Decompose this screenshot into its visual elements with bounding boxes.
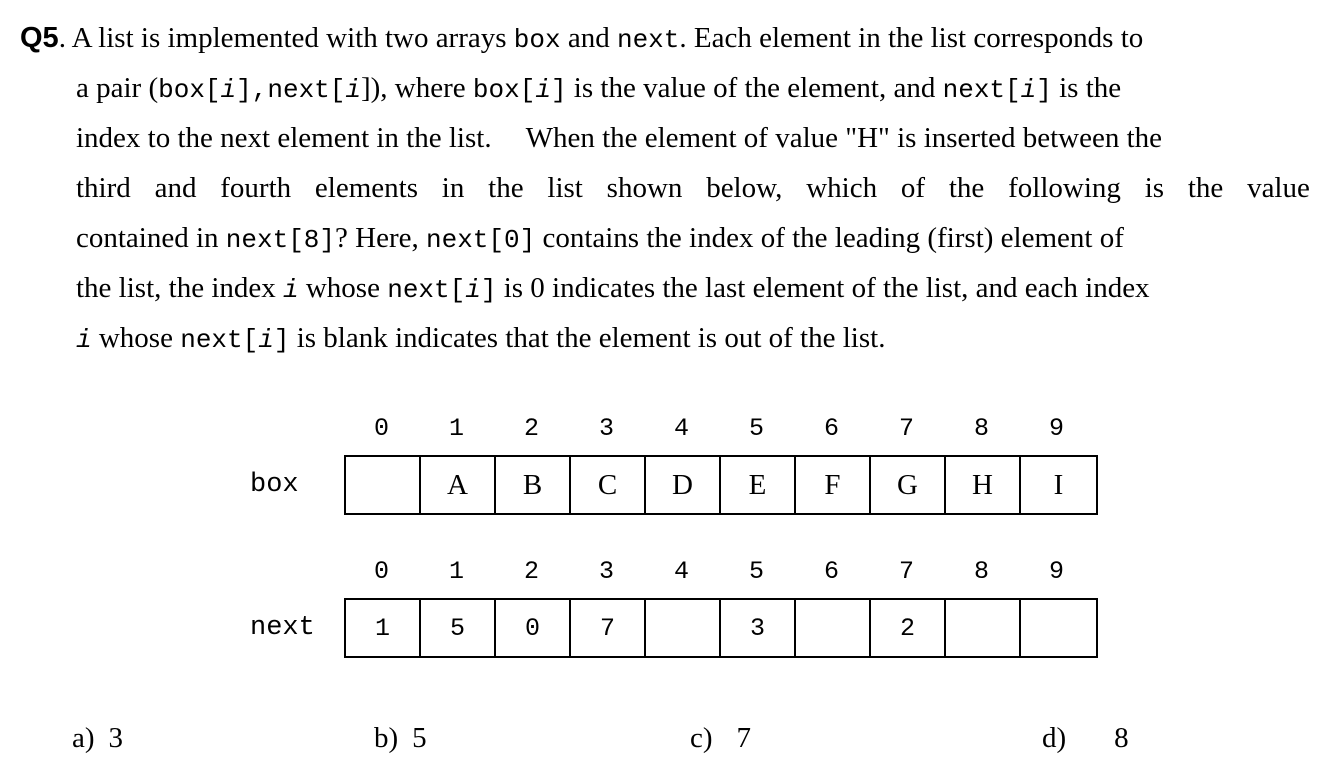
box-cell: G: [871, 457, 946, 513]
question-number: Q5: [20, 22, 59, 54]
box-index: 4: [673, 414, 689, 443]
box-cell: H: [946, 457, 1021, 513]
next-cell: [1021, 600, 1096, 656]
box-array-label: box: [250, 470, 299, 500]
box-index: 1: [448, 414, 464, 443]
next-index-row: [344, 557, 1094, 586]
box-index-row: [344, 414, 1094, 443]
question-line-5: contained in next[8]? Here, next[0] contains the index of the leading (first) element of: [76, 222, 1124, 255]
box-index: 8: [973, 414, 989, 443]
next-index: 6: [823, 557, 839, 586]
box-index: 0: [373, 414, 389, 443]
question-line-3: index to the next element in the list. When the element of value "H" is inserted between the: [76, 122, 1163, 154]
box-index: 6: [823, 414, 839, 443]
box-cell: I: [1053, 468, 1064, 501]
box-cell: E: [721, 457, 796, 513]
box-cell: C: [571, 457, 646, 513]
next-index: 3: [598, 557, 614, 586]
code-next: next: [616, 25, 680, 55]
next-index: 1: [448, 557, 464, 586]
box-cell: D: [646, 457, 721, 513]
next-array-label: next: [250, 613, 315, 643]
next-cell: 5: [421, 600, 496, 656]
next-cell: [946, 600, 1021, 656]
option-b[interactable]: b) 5: [374, 722, 427, 754]
next-index: 0: [373, 557, 389, 586]
question-line-6: the list, the index i whose next[i] is 0 indicates the last element of the list, and each index: [76, 272, 1150, 305]
next-cell: 7: [571, 600, 646, 656]
option-a[interactable]: a) 3: [72, 722, 124, 754]
next-cell: 3: [721, 600, 796, 656]
box-cell: [346, 457, 421, 513]
question-text: [20, 13, 1310, 363]
box-index: 5: [748, 414, 764, 443]
next-index: 4: [673, 557, 689, 586]
box-index: 9: [1048, 414, 1064, 443]
question-line-1: Q5. A list is implemented with two arrays box and next. Each element in the list corresponds to: [20, 22, 1144, 55]
next-index: 5: [748, 557, 764, 586]
option-d[interactable]: d) 8: [1042, 722, 1129, 754]
next-index: 9: [1048, 557, 1064, 586]
next-cell: 1: [346, 600, 421, 656]
box-cell: F: [796, 457, 871, 513]
code-box: box: [513, 25, 561, 55]
next-index: 2: [523, 557, 539, 586]
next-index: 8: [973, 557, 989, 586]
next-cell: 2: [871, 600, 946, 656]
box-index: 3: [598, 414, 614, 443]
question-line-7: i whose next[i] is blank indicates that the element is out of the list.: [76, 322, 886, 355]
box-array: [344, 455, 1098, 515]
box-index: 2: [523, 414, 539, 443]
next-cell: 0: [496, 600, 571, 656]
next-cell: [646, 600, 721, 656]
next-array: [344, 598, 1098, 658]
box-index: 7: [898, 414, 914, 443]
question-line-4: third and fourth elements in the list shown below, which of the following is the value: [76, 172, 1310, 204]
option-c[interactable]: c) 7: [690, 722, 752, 754]
box-cell: B: [496, 457, 571, 513]
question-line-2: a pair (box[i],next[i]), where box[i] is the value of the element, and next[i] is the: [76, 72, 1122, 105]
box-cell: A: [421, 457, 496, 513]
next-cell: [796, 600, 871, 656]
next-index: 7: [898, 557, 914, 586]
